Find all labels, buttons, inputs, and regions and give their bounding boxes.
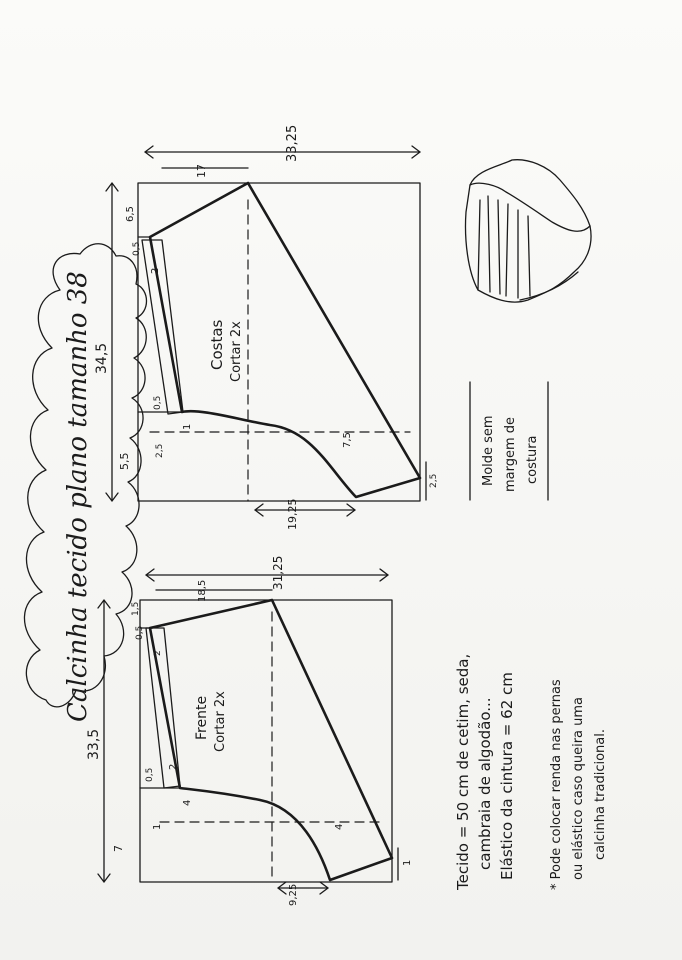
front-piece xyxy=(86,556,413,906)
mold-note xyxy=(470,382,548,500)
front-label: Frente xyxy=(194,695,210,740)
back-dim-0-5-mid: 0,5 xyxy=(153,395,163,410)
front-dim-1: 1 xyxy=(152,823,163,830)
back-dim-2-5-b: 2,5 xyxy=(429,473,439,488)
back-dim-2-5: 2,5 xyxy=(155,443,165,458)
front-dim-4: 4 xyxy=(182,799,193,806)
notes-line2: cambraia de algodão... xyxy=(476,697,494,870)
front-dim-0-5-mid: 0,5 xyxy=(145,767,155,782)
back-dim-2: 2 xyxy=(150,267,161,274)
front-dim-0-5-top: 0,5 xyxy=(135,625,145,640)
back-label: Costas xyxy=(208,319,226,370)
front-width-value: 33,5 xyxy=(86,728,102,760)
mold-note-line3: costura xyxy=(525,435,540,484)
front-dim-7: 7 xyxy=(112,845,125,852)
notes-asterisk2: ou elástico caso queira uma xyxy=(571,696,586,880)
back-dim-19-25: 19,25 xyxy=(286,498,299,530)
title-text: Calcinha tecido plano tamanho 38 xyxy=(63,271,93,722)
notes-asterisk: * Pode colocar renda nas pernas xyxy=(549,679,564,890)
back-dim-5-5: 5,5 xyxy=(118,452,131,470)
back-width-value: 34,5 xyxy=(94,342,110,374)
back-dim-17: 17 xyxy=(195,164,208,178)
front-dim-9-25: 9,25 xyxy=(288,883,299,906)
notes-block xyxy=(454,654,608,891)
back-dim-0-5-top: 0,5 xyxy=(132,241,142,256)
back-cut-label: Cortar 2x xyxy=(229,321,244,382)
notes-asterisk3: calcinha tradicional. xyxy=(593,729,608,860)
panties-sketch xyxy=(466,160,592,302)
title-cloud xyxy=(24,241,146,722)
front-cut-label: Cortar 2x xyxy=(213,691,228,752)
back-dim-6-5: 6,5 xyxy=(125,206,136,222)
back-piece xyxy=(94,125,439,530)
back-height-value: 33,25 xyxy=(285,124,300,162)
front-dim-2-top: 2 xyxy=(153,650,163,656)
back-dim-1: 1 xyxy=(182,423,193,430)
front-dim-4-b: 4 xyxy=(334,823,345,830)
mold-note-line2: margem de xyxy=(503,416,518,492)
front-height-value: 31,25 xyxy=(271,555,285,590)
notes-line1: Tecido = 50 cm de cetim, seda, xyxy=(454,653,472,890)
front-dim-18-5: 18,5 xyxy=(197,579,208,602)
back-dim-7-5: 7,5 xyxy=(342,432,353,448)
mold-note-line1: Molde sem xyxy=(481,415,496,486)
front-dim-1-b: 1 xyxy=(402,859,413,866)
notes-line3: Elástico da cintura = 62 cm xyxy=(498,672,516,880)
front-dim-2: 2 xyxy=(168,763,179,770)
front-dim-1-5: 1,5 xyxy=(131,601,141,616)
